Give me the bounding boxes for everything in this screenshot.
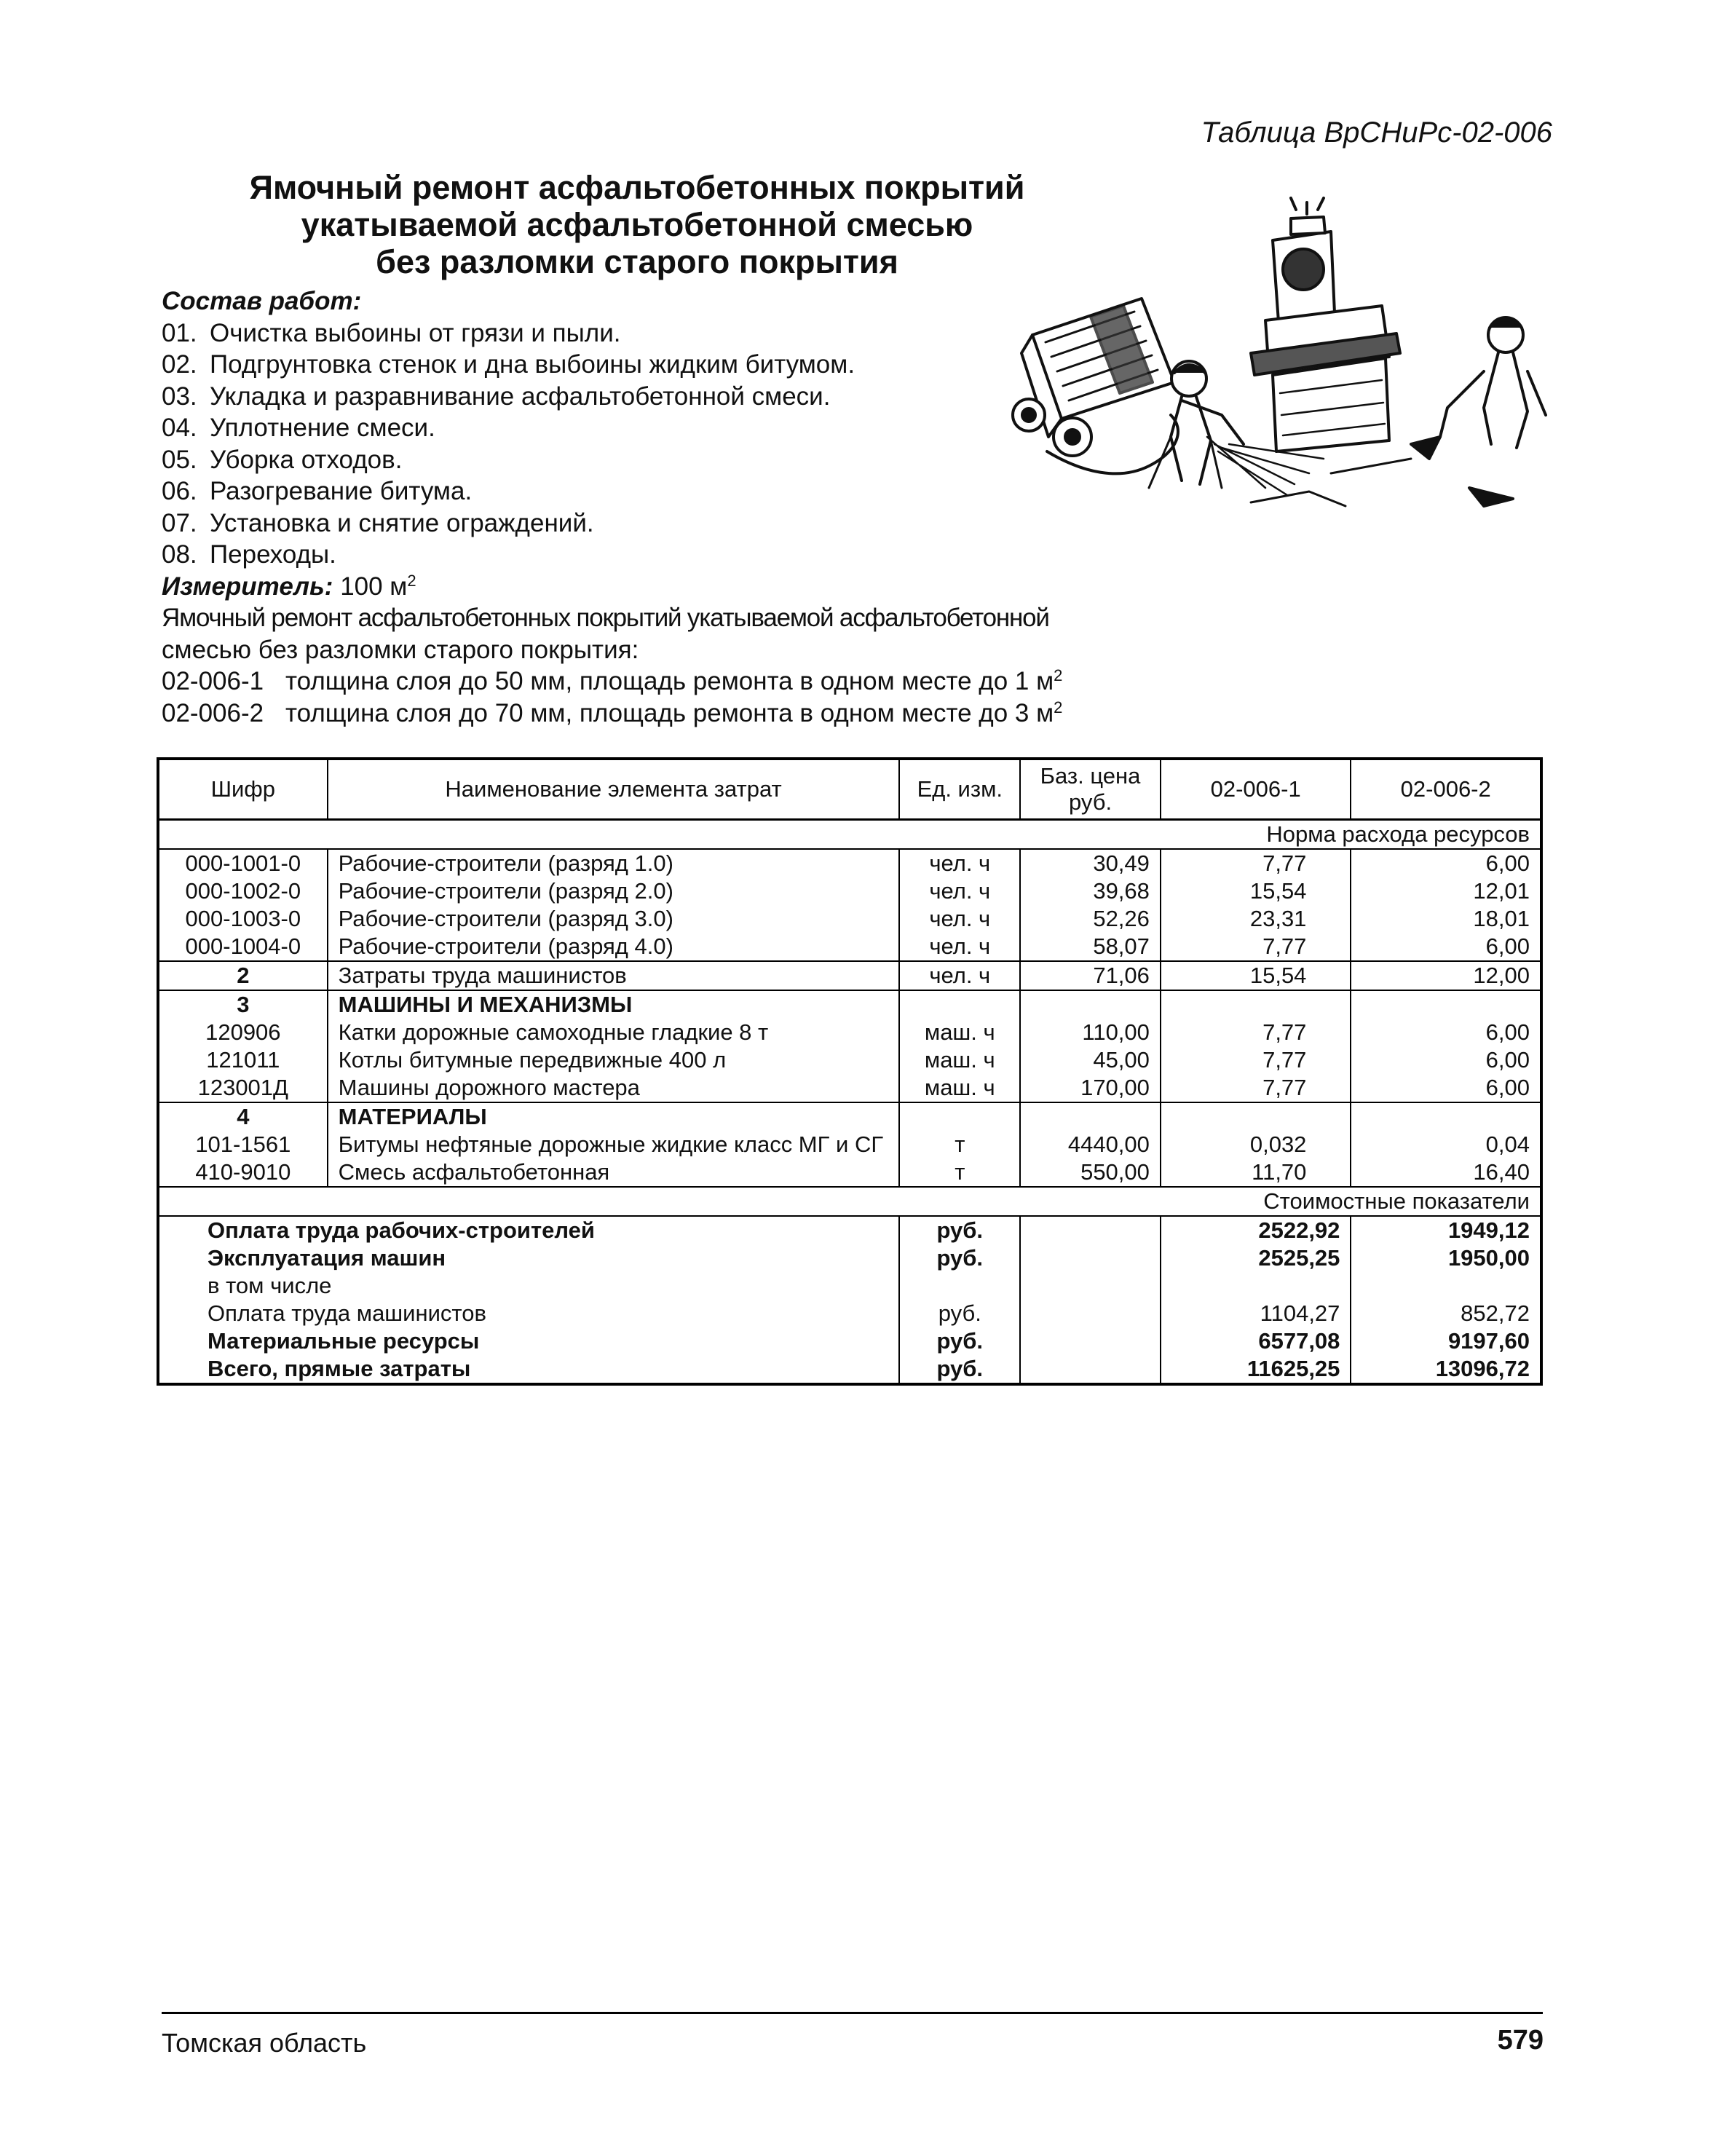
table-row: 3 МАШИНЫ И МЕХАНИЗМЫ — [158, 990, 1541, 1019]
header-code: Шифр — [158, 759, 328, 820]
table-row: Материальные ресурсы руб. 6577,08 9197,60 — [158, 1327, 1541, 1355]
footer-divider — [162, 2012, 1543, 2014]
table-identifier: Таблица ВрСНиРс-02-006 — [1201, 117, 1552, 149]
header-variant-2: 02-006-2 — [1351, 759, 1541, 820]
description-line: Ямочный ремонт асфальтобетонных покрытий укатываемой асфальтобетонной — [162, 604, 1049, 632]
table-row: Оплата труда машинистов руб. 1104,27 852,72 — [158, 1300, 1541, 1327]
section-norm-label: Норма расхода ресурсов — [158, 820, 1541, 850]
measure-label: Измеритель: — [162, 572, 333, 601]
work-description — [162, 285, 1196, 729]
table-row: 000-1002-0 Рабочие-строители (разряд 2.0) чел. ч 39,68 15,54 12,01 — [158, 877, 1541, 905]
table-row: 4 МАТЕРИАЛЫ — [158, 1102, 1541, 1131]
work-composition-label: Состав работ: — [162, 287, 362, 315]
table-row: 120906 Катки дорожные самоходные гладкие 8 т маш. ч 110,00 7,77 6,00 — [158, 1019, 1541, 1046]
header-unit: Ед. изм. — [899, 759, 1020, 820]
variant-line: 02-006-1 толщина слоя до 50 мм, площадь ремонта в одном месте до 1 $м^2$ — [162, 666, 1063, 695]
section-cost-label: Стоимостные показатели — [158, 1187, 1541, 1216]
table-row: 410-9010 Смесь асфальтобетонная т 550,00 11,70 16,40 — [158, 1158, 1541, 1187]
description-line: смесью без разломки старого покрытия: — [162, 635, 639, 664]
page-title — [167, 169, 1107, 280]
table-row: 000-1003-0 Рабочие-строители (разряд 3.0) чел. ч 52,26 23,31 18,01 — [158, 905, 1541, 933]
header-variant-1: 02-006-1 — [1161, 759, 1351, 820]
table-row: Всего, прямые затраты руб. 11625,25 13096,72 — [158, 1355, 1541, 1384]
work-item: 07. Установка и снятие ограждений. — [162, 508, 594, 537]
table-row: Оплата труда рабочих-строителей руб. 2522,92 1949,12 — [158, 1216, 1541, 1244]
table-row: 101-1561 Битумы нефтяные дорожные жидкие класс МГ и СГ т 4440,00 0,032 0,04 — [158, 1131, 1541, 1158]
work-item: 06. Разогревание битума. — [162, 477, 473, 505]
section-cost-row — [158, 1187, 1541, 1216]
measure-line: Измеритель: 100 $м^2$ — [162, 571, 416, 601]
work-item: 05. Уборка отходов. — [162, 445, 403, 474]
worker-right-drawing — [1411, 317, 1546, 506]
header-name: Наименование элемента затрат — [328, 759, 900, 820]
work-item: 01. Очистка выбоины от грязи и пыли. — [162, 318, 621, 347]
table-row: 123001Д Машины дорожного мастера маш. ч 170,00 7,77 6,00 — [158, 1074, 1541, 1102]
work-item: 04. Уплотнение смеси. — [162, 414, 435, 442]
title-line-3: без разломки старого покрытия — [376, 243, 898, 280]
header-price: Баз. цена руб. — [1020, 759, 1161, 820]
road-roller-drawing — [1251, 198, 1411, 506]
variant-line: 02-006-2 толщина слоя до 70 мм, площадь ремонта в одном месте до 3 $м^2$ — [162, 698, 1063, 727]
footer-region: Томская область — [162, 2028, 367, 2058]
work-item: 02. Подгрунтовка стенок и дна выбоины жидким битумом. — [162, 350, 855, 379]
table-row: в том числе — [158, 1272, 1541, 1300]
measure-value: 100 м — [340, 572, 408, 601]
table-header-row — [158, 759, 1541, 820]
section-norm-row — [158, 820, 1541, 850]
table-row: Эксплуатация машин руб. 2525,25 1950,00 — [158, 1244, 1541, 1272]
page-number: 579 — [1497, 2025, 1544, 2056]
cost-table — [157, 757, 1543, 1386]
title-line-2: укатываемой асфальтобетонной смесью — [301, 206, 973, 243]
table-row: 2 Затраты труда машинистов чел. ч 71,06 15,54 12,00 — [158, 961, 1541, 990]
table-row: 000-1001-0 Рабочие-строители (разряд 1.0) чел. ч 30,49 7,77 6,00 — [158, 849, 1541, 877]
table-row: 000-1004-0 Рабочие-строители (разряд 4.0) чел. ч 58,07 7,77 6,00 — [158, 933, 1541, 961]
work-item: 03. Укладка и разравнивание асфальтобетонной смеси. — [162, 382, 831, 411]
table-row: 121011 Котлы битумные передвижные 400 л маш. ч 45,00 7,77 6,00 — [158, 1046, 1541, 1074]
title-line-1: Ямочный ремонт асфальтобетонных покрытий — [249, 169, 1025, 206]
work-item: 08. Переходы. — [162, 540, 336, 569]
